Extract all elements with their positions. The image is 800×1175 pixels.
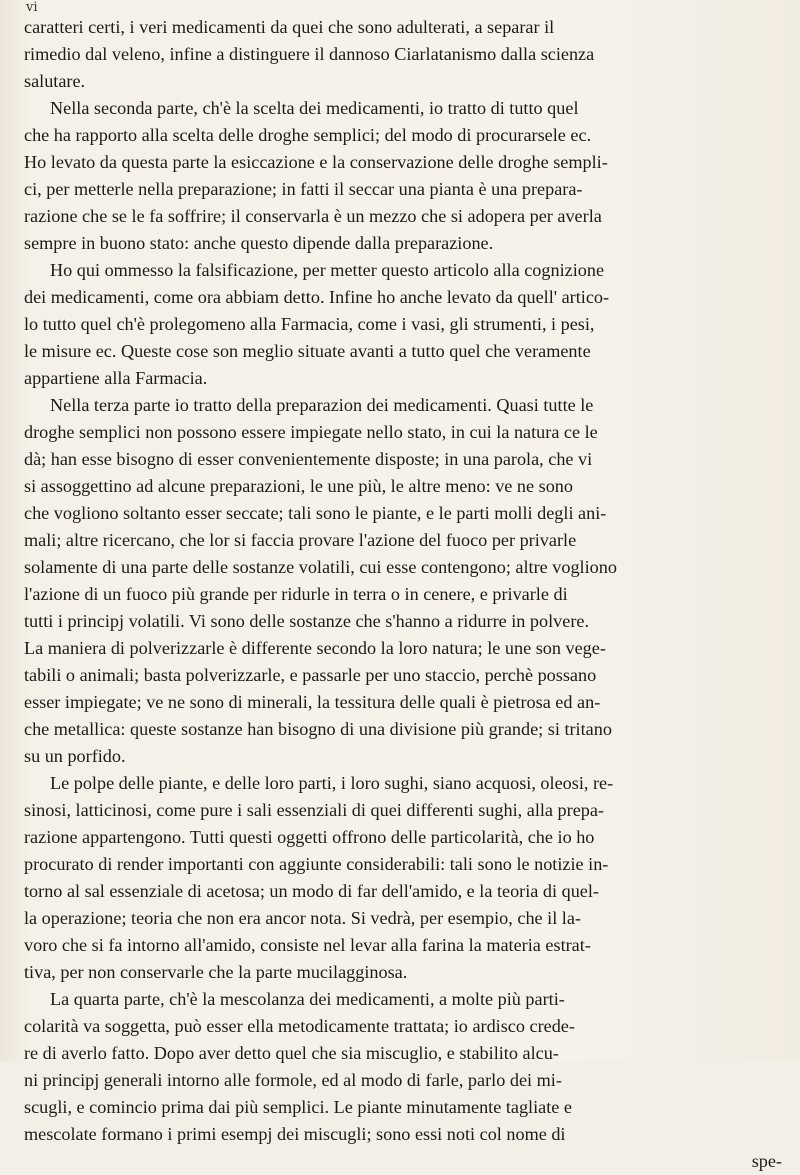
text-line: tiva, per non conservarle che la parte mucilagginosa. <box>24 962 408 982</box>
text-line: caratteri certi, i veri medicamenti da quei che sono adulterati, a separar il <box>24 17 555 37</box>
text-line: tutti i principj volatili. Vi sono delle sostanze che s'hanno a ridurre in polvere. <box>24 611 590 631</box>
text-line: mescolate formano i primi esempj dei miscugli; sono essi noti col nome di <box>24 1124 566 1144</box>
text-line: colarità va soggetta, può esser ella metodicamente trattata; io ardisco crede- <box>24 1016 575 1036</box>
text-line: Ho levato da questa parte la esiccazione e la conservazione delle droghe sempli- <box>24 152 608 172</box>
text-line: ni principj generali intorno alle formole, ed al modo di farle, parlo dei mi- <box>24 1070 562 1090</box>
text-line: Nella terza parte io tratto della preparazion dei medicamenti. Quasi tutte le <box>50 395 594 415</box>
text-line: sinosi, latticinosi, come pure i sali essenziali di quei differenti sughi, alla prepa- <box>24 800 604 820</box>
text-line: torno al sal essenziale di acetosa; un modo di far dell'amido, e la teoria di quel- <box>24 881 599 901</box>
text-line: appartiene alla Farmacia. <box>24 368 208 388</box>
text-line: lo tutto quel ch'è prolegomeno alla Farmacia, come i vasi, gli strumenti, i pesi, <box>24 314 595 334</box>
text-line: procurato di render importanti con aggiunte considerabili: tali sono le notizie in- <box>24 854 609 874</box>
text-line: voro che si fa intorno all'amido, consiste nel levar alla farina la materia estrat- <box>24 935 591 955</box>
text-line: mali; altre ricercano, che lor si faccia provare l'azione del fuoco per privarle <box>24 530 577 550</box>
text-line: tabili o animali; basta polverizzarle, e passarle per uno staccio, perchè possano <box>24 665 597 685</box>
text-line: razione appartengono. Tutti questi oggetti offrono delle particolarità, che io ho <box>24 827 595 847</box>
text-line: che ha rapporto alla scelta delle droghe semplici; del modo di procurarsele ec. <box>24 125 592 145</box>
text-line: salutare. <box>24 71 86 91</box>
text-line: su un porfido. <box>24 746 126 766</box>
text-line: che vogliono soltanto esser seccate; tali sono le piante, e le parti molli degli ani- <box>24 503 607 523</box>
text-line: esser impiegate; ve ne sono di minerali, la tessitura delle quali è pietrosa ed an- <box>24 692 601 712</box>
text-line: l'azione di un fuoco più grande per ridurle in terra o in cenere, e privarle di <box>24 584 568 604</box>
text-line: la operazione; teoria che non era ancor nota. Si vedrà, per esempio, che il la- <box>24 908 581 928</box>
text-line: rimedio dal veleno, infine a distinguere il dannoso Ciarlatanismo dalla scienza <box>24 44 595 64</box>
text-line: Le polpe delle piante, e delle loro parti, i loro sughi, siano acquosi, oleosi, re- <box>50 773 614 793</box>
text-line: solamente di una parte delle sostanze volatili, cui esse contengono; altre vogliono <box>24 557 617 577</box>
text-line: spe- <box>751 1151 782 1171</box>
text-line: Nella seconda parte, ch'è la scelta dei medicamenti, io tratto di tutto quel <box>50 98 579 118</box>
text-line: sempre in buono stato: anche questo dipende dalla preparazione. <box>24 233 494 253</box>
text-line: le misure ec. Queste cose son meglio situate avanti a tutto quel che veramente <box>24 341 591 361</box>
body-text <box>24 14 782 1175</box>
text-line: si assoggettino ad alcune preparazioni, le une più, le altre meno: ve ne sono <box>24 476 573 496</box>
text-line: che metallica: queste sostanze han bisogno di una divisione più grande; si tritano <box>24 719 612 739</box>
text-line: re di averlo fatto. Dopo aver detto quel che sia miscuglio, e stabilito alcu- <box>24 1043 559 1063</box>
text-line: dà; han esse bisogno di esser convenientemente disposte; in una parola, che vi <box>24 449 593 469</box>
text-line: La maniera di polverizzarle è differente secondo la loro natura; le une son vege- <box>24 638 606 658</box>
text-line: La quarta parte, ch'è la mescolanza dei medicamenti, a molte più parti- <box>50 989 565 1009</box>
text-line: ci, per metterle nella preparazione; in fatti il seccar una pianta è una prepara- <box>24 179 583 199</box>
text-line: scugli, e comincio prima dai più semplici. Le piante minutamente tagliate e <box>24 1097 572 1117</box>
text-line: razione che se le fa soffrire; il conservarla è un mezzo che si adopera per averla <box>24 206 602 226</box>
text-line: droghe semplici non possono essere impiegate nello stato, in cui la natura ce le <box>24 422 598 442</box>
page-number: vi <box>26 0 38 15</box>
text-line: dei medicamenti, come ora abbiam detto. Infine ho anche levato da quell' artico- <box>24 287 610 307</box>
text-line: Ho qui ommesso la falsificazione, per metter questo articolo alla cognizione <box>50 260 605 280</box>
